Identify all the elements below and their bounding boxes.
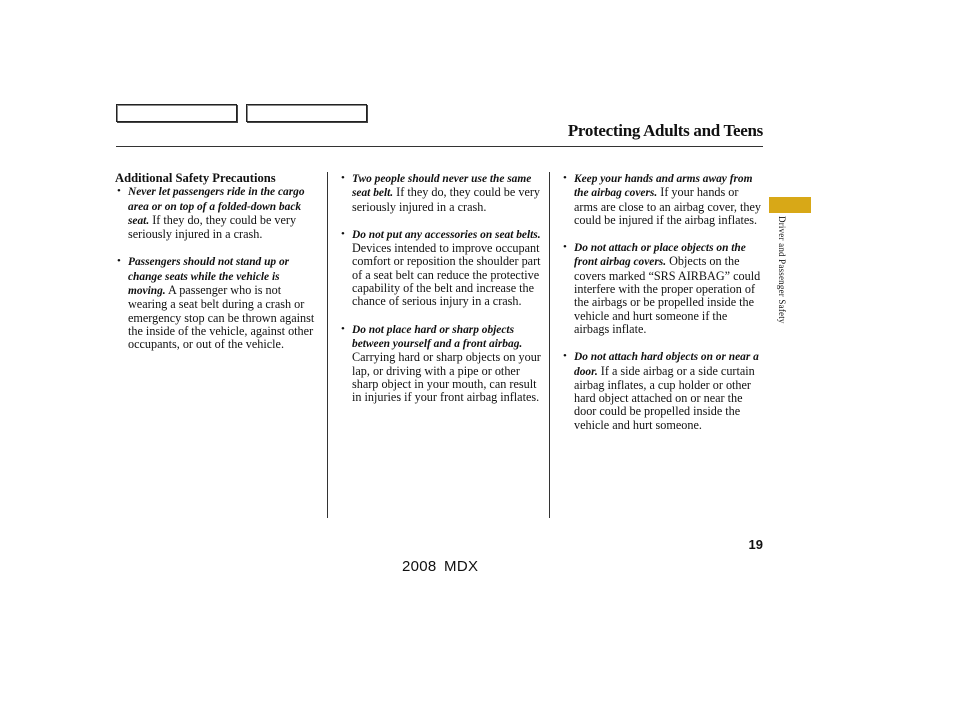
list-item <box>339 323 543 405</box>
list-item <box>339 172 543 214</box>
item-body: If a side airbag or a side curtain airbag inflates, a cup holder or other hard object attached on or near the door could be propelled inside the vehicle and hurt someone. <box>574 363 755 432</box>
bullet-icon: • <box>341 172 345 184</box>
bullet-icon: • <box>117 255 121 268</box>
item-lead: Passengers should not stand up or change seats while the vehicle is moving. <box>128 256 290 298</box>
item-body: A passenger who is not wearing a seat belt during a crash or emergency stop can be thrown against the inside of the vehicle, against other occupants, or out of the vehicle. <box>128 283 315 352</box>
item-body: Objects on the covers marked “SRS AIRBAG” could interfere with the proper operation of the airbags or be propelled inside the vehicle and hurt someone if the airbags inflate. <box>574 254 761 336</box>
nav-button-1[interactable] <box>116 104 237 122</box>
section-tab[interactable] <box>769 197 811 213</box>
item-lead: Do not attach or place objects on the front airbag covers. <box>574 242 746 269</box>
bullet-icon: • <box>563 241 567 254</box>
item-lead: Do not attach hard objects on or near a door. <box>574 351 759 378</box>
list-item <box>561 241 765 336</box>
bullet-icon: • <box>341 227 345 240</box>
nav-button-2[interactable] <box>246 104 367 122</box>
item-body: If your hands or arms are close to an airbag cover, they could be injured if the airbag inflates. <box>574 185 761 227</box>
section-label: Driver and Passenger Safety <box>777 216 787 324</box>
column-1 <box>115 172 320 352</box>
page-number: 19 <box>748 537 763 552</box>
bullet-icon: • <box>117 185 121 198</box>
list-item <box>561 172 765 227</box>
section-heading: Additional Safety Precautions <box>115 171 276 185</box>
bullet-icon: • <box>563 350 567 363</box>
column-divider-2 <box>549 172 550 518</box>
item-lead: Keep your hands and arms away from the airbag covers. <box>574 173 753 200</box>
item-body: Devices intended to improve occupant comfort or reposition the shoulder part of a seat belt can reduce the protective capability of the belt and increase the chance of serious injury in a crash. <box>352 241 541 309</box>
list-item <box>115 255 320 351</box>
column-2 <box>339 172 543 404</box>
item-body: If they do, they could be very seriously injured in a crash. <box>352 185 541 214</box>
list-item <box>561 350 765 432</box>
footer-model: 2008 MDX <box>402 558 479 575</box>
bullet-icon: • <box>563 172 567 184</box>
list-item <box>339 228 543 309</box>
column-divider-1 <box>327 172 328 518</box>
bullet-icon: • <box>341 322 345 335</box>
column-3 <box>561 172 765 432</box>
item-lead: Never let passengers ride in the cargo area or on top of a folded-down back seat. <box>128 186 305 227</box>
item-body: Carrying hard or sharp objects on your lap, or driving with a pipe or other sharp object in your mouth, can result in injuries if your front airbag inflates. <box>352 350 541 405</box>
header-rule <box>116 146 763 147</box>
list-item <box>115 185 320 241</box>
item-body: If they do, they could be very seriously injured in a crash. <box>128 212 297 242</box>
page-title: Protecting Adults and Teens <box>567 121 763 140</box>
item-lead: Do not put any accessories on seat belts. <box>352 228 541 241</box>
item-lead: Do not place hard or sharp objects between yourself and a front airbag. <box>352 323 523 350</box>
item-lead: Two people should never use the same seat belt. <box>352 173 532 200</box>
